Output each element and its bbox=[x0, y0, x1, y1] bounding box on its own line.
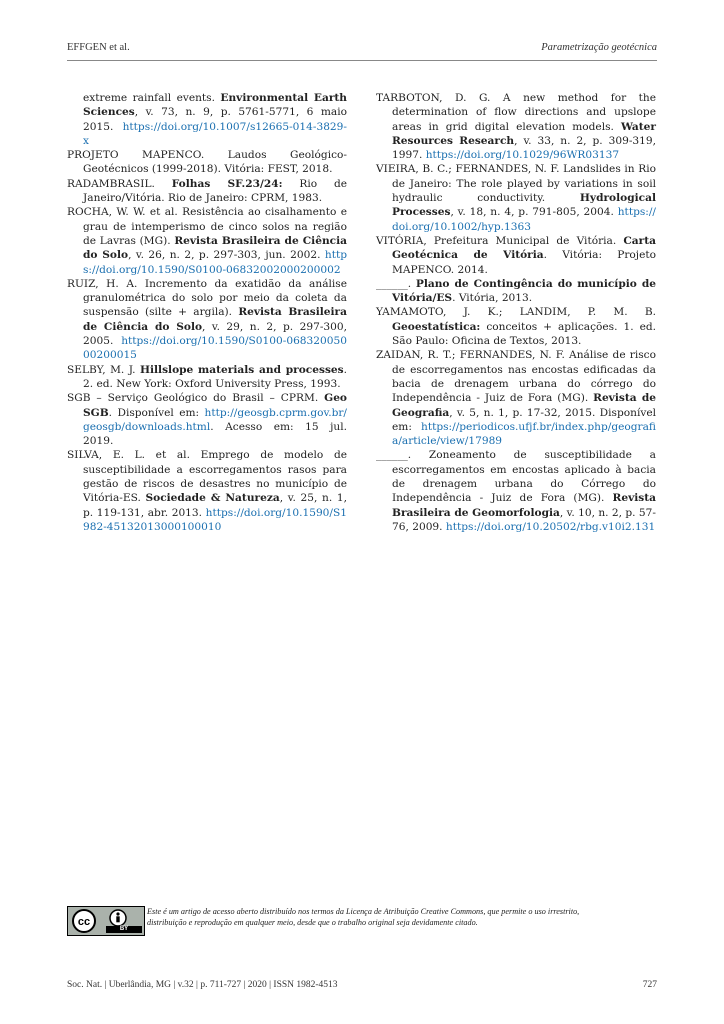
reference-text: , v. 25, n. 1, p. 119-131, abr. 2013. bbox=[83, 492, 347, 519]
reference-text: . Acesso em: 15 jul. 2019. bbox=[83, 420, 347, 448]
reference-entry bbox=[67, 177, 347, 206]
reference-link[interactable]: https://doi.org/10.1007/s12665-014-3829-x bbox=[83, 120, 347, 147]
reference-text: , v. 5, n. 1, p. 17-32, 2015. Disponível em: bbox=[392, 406, 656, 433]
license-notice bbox=[67, 906, 587, 940]
reference-link[interactable]: https://doi.org/10.20502/rbg.v10i2.131 bbox=[445, 520, 656, 533]
reference-entry bbox=[67, 363, 347, 392]
page-footer bbox=[67, 980, 657, 994]
reference-source-title: Hillslope materials and processes bbox=[140, 363, 344, 376]
reference-text: VITÓRIA, Prefeitura Municipal de Vitória. bbox=[376, 234, 624, 247]
reference-link[interactable]: https://periodicos.ufjf.br/index.php/geografia/article/view/17989 bbox=[392, 420, 656, 448]
header-divider bbox=[67, 60, 657, 61]
reference-entry bbox=[67, 205, 347, 276]
reference-text: SELBY, M. J. bbox=[67, 363, 140, 376]
reference-text: , v. 10, n. 2, p. 57-76, 2009. bbox=[392, 506, 656, 533]
reference-source-title: Water Resources Research bbox=[392, 120, 656, 147]
reference-text: conceitos + aplicações. 1. ed. São Paulo: Oficina de Textos, 2013. bbox=[392, 320, 656, 348]
reference-source-title: Folhas SF.23/24: bbox=[171, 177, 283, 190]
reference-text: VIEIRA, B. C.; FERNANDES, N. F. Landslides in Rio de Janeiro: The role played by variations in soil hydraulic conductivity. bbox=[376, 163, 656, 205]
reference-text: YAMAMOTO, J. K.; LANDIM, P. M. B. bbox=[376, 306, 656, 319]
reference-source-title: Geo SGB bbox=[83, 392, 347, 419]
page-header bbox=[67, 42, 657, 58]
journal-citation: Soc. Nat. | Uberlândia, MG | v.32 | p. 711-727 | 2020 | ISSN 1982-4513 bbox=[67, 980, 338, 990]
reference-text: . 2. ed. New York: Oxford University Press, 1993. bbox=[83, 363, 347, 390]
reference-text: PROJETO MAPENCO. Laudos Geológico-Geotécnicos (1999-2018). Vitória: FEST, 2018. bbox=[67, 149, 347, 176]
reference-text: . Vitória, 2013. bbox=[452, 292, 533, 305]
reference-text: , v. 26, n. 2, p. 297-303, jun. 2002. bbox=[128, 249, 325, 262]
svg-text:cc: cc bbox=[77, 916, 91, 928]
reference-text: SILVA, E. L. et al. Emprego de modelo de susceptibilidade a escorregamentos rasos para gestão de riscos de desastres no município de Vitória-ES. bbox=[67, 449, 347, 505]
reference-source-title: Carta Geotécnica de Vitória bbox=[392, 234, 656, 262]
license-text: Este é um artigo de acesso aberto distribuído nos termos da Licença de Atribuição Creative Commons, que permite o uso irrestrito, distribuição e reprodução em qualquer meio, desde que o trabalho original seja devidamente citado. bbox=[147, 907, 580, 927]
reference-link[interactable]: https://doi.org/10.1590/S0100-06832002000200002 bbox=[83, 249, 348, 276]
reference-link[interactable]: https://doi.org/10.1029/96WR03137 bbox=[425, 149, 620, 162]
reference-text: Rio de Janeiro/Vitória. Rio de Janeiro: CPRM, 1983. bbox=[83, 177, 347, 205]
reference-source-title: Revista Brasileira de Ciência do Solo bbox=[83, 234, 347, 262]
references-right-column bbox=[376, 91, 656, 534]
reference-text: , v. 73, n. 9, p. 5761-5771, 6 maio 2015. bbox=[83, 106, 347, 133]
reference-link[interactable]: https://doi.org/10.1590/S1982-45132013000100010 bbox=[83, 506, 347, 533]
reference-text: ZAIDAN, R. T.; FERNANDES, N. F. Análise de risco de escorregamentos nas encostas edificadas da bacia de drenagem urbana do córrego do Independência - Juiz de Fora (MG). bbox=[376, 349, 656, 405]
header-running-title: Parametrização geotécnica bbox=[541, 42, 657, 53]
reference-text: extreme rainfall events. bbox=[83, 92, 221, 104]
reference-entry bbox=[376, 305, 656, 348]
references-left-column bbox=[67, 91, 347, 534]
header-authors: EFFGEN et al. bbox=[67, 42, 130, 53]
reference-text: RUIZ, H. A. Incremento da exatidão da análise granulométrica do solo por meio da coleta da suspensão (silte + argila). bbox=[67, 277, 347, 319]
reference-entry bbox=[67, 391, 347, 448]
reference-text: . Vitória: Projeto MAPENCO. 2014. bbox=[392, 249, 656, 276]
reference-source-title: Sociedade & Natureza bbox=[145, 492, 280, 505]
reference-text: RADAMBRASIL. bbox=[67, 177, 172, 190]
reference-text: . Disponível em: bbox=[108, 406, 205, 419]
reference-text: TARBOTON, D. G. A new method for the determination of flow directions and upslope areas in grid digital elevation models. bbox=[376, 92, 656, 133]
page-number: 727 bbox=[642, 980, 657, 990]
cc-by-badge[interactable] bbox=[67, 906, 145, 936]
reference-text: ______. Zoneamento de susceptibilidade a escorregamentos em encostas aplicado à bacia de drenagem urbana do Córrego do Independência - Juiz de Fora (MG). bbox=[376, 449, 656, 505]
reference-text: , v. 18, n. 4, p. 791-805, 2004. bbox=[450, 206, 618, 219]
reference-text: SGB – Serviço Geológico do Brasil – CPRM. bbox=[67, 392, 325, 405]
reference-entry bbox=[376, 348, 656, 448]
reference-entry bbox=[376, 277, 656, 306]
reference-text: ______. bbox=[376, 277, 416, 290]
reference-source-title: Revista Brasileira de Ciência do Solo bbox=[83, 306, 347, 333]
attribution-icon: BY bbox=[106, 926, 142, 933]
reference-entry bbox=[67, 91, 347, 148]
reference-source-title: Hydrological Processes bbox=[392, 192, 656, 219]
reference-link[interactable]: https://doi.org/10.1590/S0100-06832005000200015 bbox=[83, 335, 347, 362]
reference-text: , v. 29, n. 2, p. 297-300, 2005. bbox=[83, 320, 347, 348]
reference-text: ROCHA, W. W. et al. Resistência ao cisalhamento e grau de intemperismo de cinco solos na região de Lavras (MG). bbox=[67, 206, 347, 247]
reference-entry bbox=[67, 148, 347, 177]
reference-source-title: Revista de Geografia bbox=[392, 392, 656, 419]
reference-text: , v. 33, n. 2, p. 309-319, 1997. bbox=[392, 134, 656, 162]
reference-entry bbox=[376, 91, 656, 162]
reference-source-title: Geoestatística: bbox=[392, 320, 481, 333]
reference-entry bbox=[67, 448, 347, 534]
reference-entry bbox=[376, 162, 656, 233]
reference-source-title: Plano de Contingência do município de Vitória/ES bbox=[392, 277, 656, 305]
reference-source-title: Environmental Earth Sciences bbox=[83, 92, 347, 119]
reference-link[interactable]: http://geosgb.cprm.gov.br/geosgb/downloads.html bbox=[83, 406, 347, 433]
reference-entry bbox=[67, 277, 347, 363]
reference-link[interactable]: https://doi.org/10.1002/hyp.1363 bbox=[392, 206, 656, 233]
reference-source-title: Revista Brasileira de Geomorfologia bbox=[392, 492, 656, 519]
reference-entry bbox=[376, 448, 656, 534]
reference-entry bbox=[376, 234, 656, 277]
